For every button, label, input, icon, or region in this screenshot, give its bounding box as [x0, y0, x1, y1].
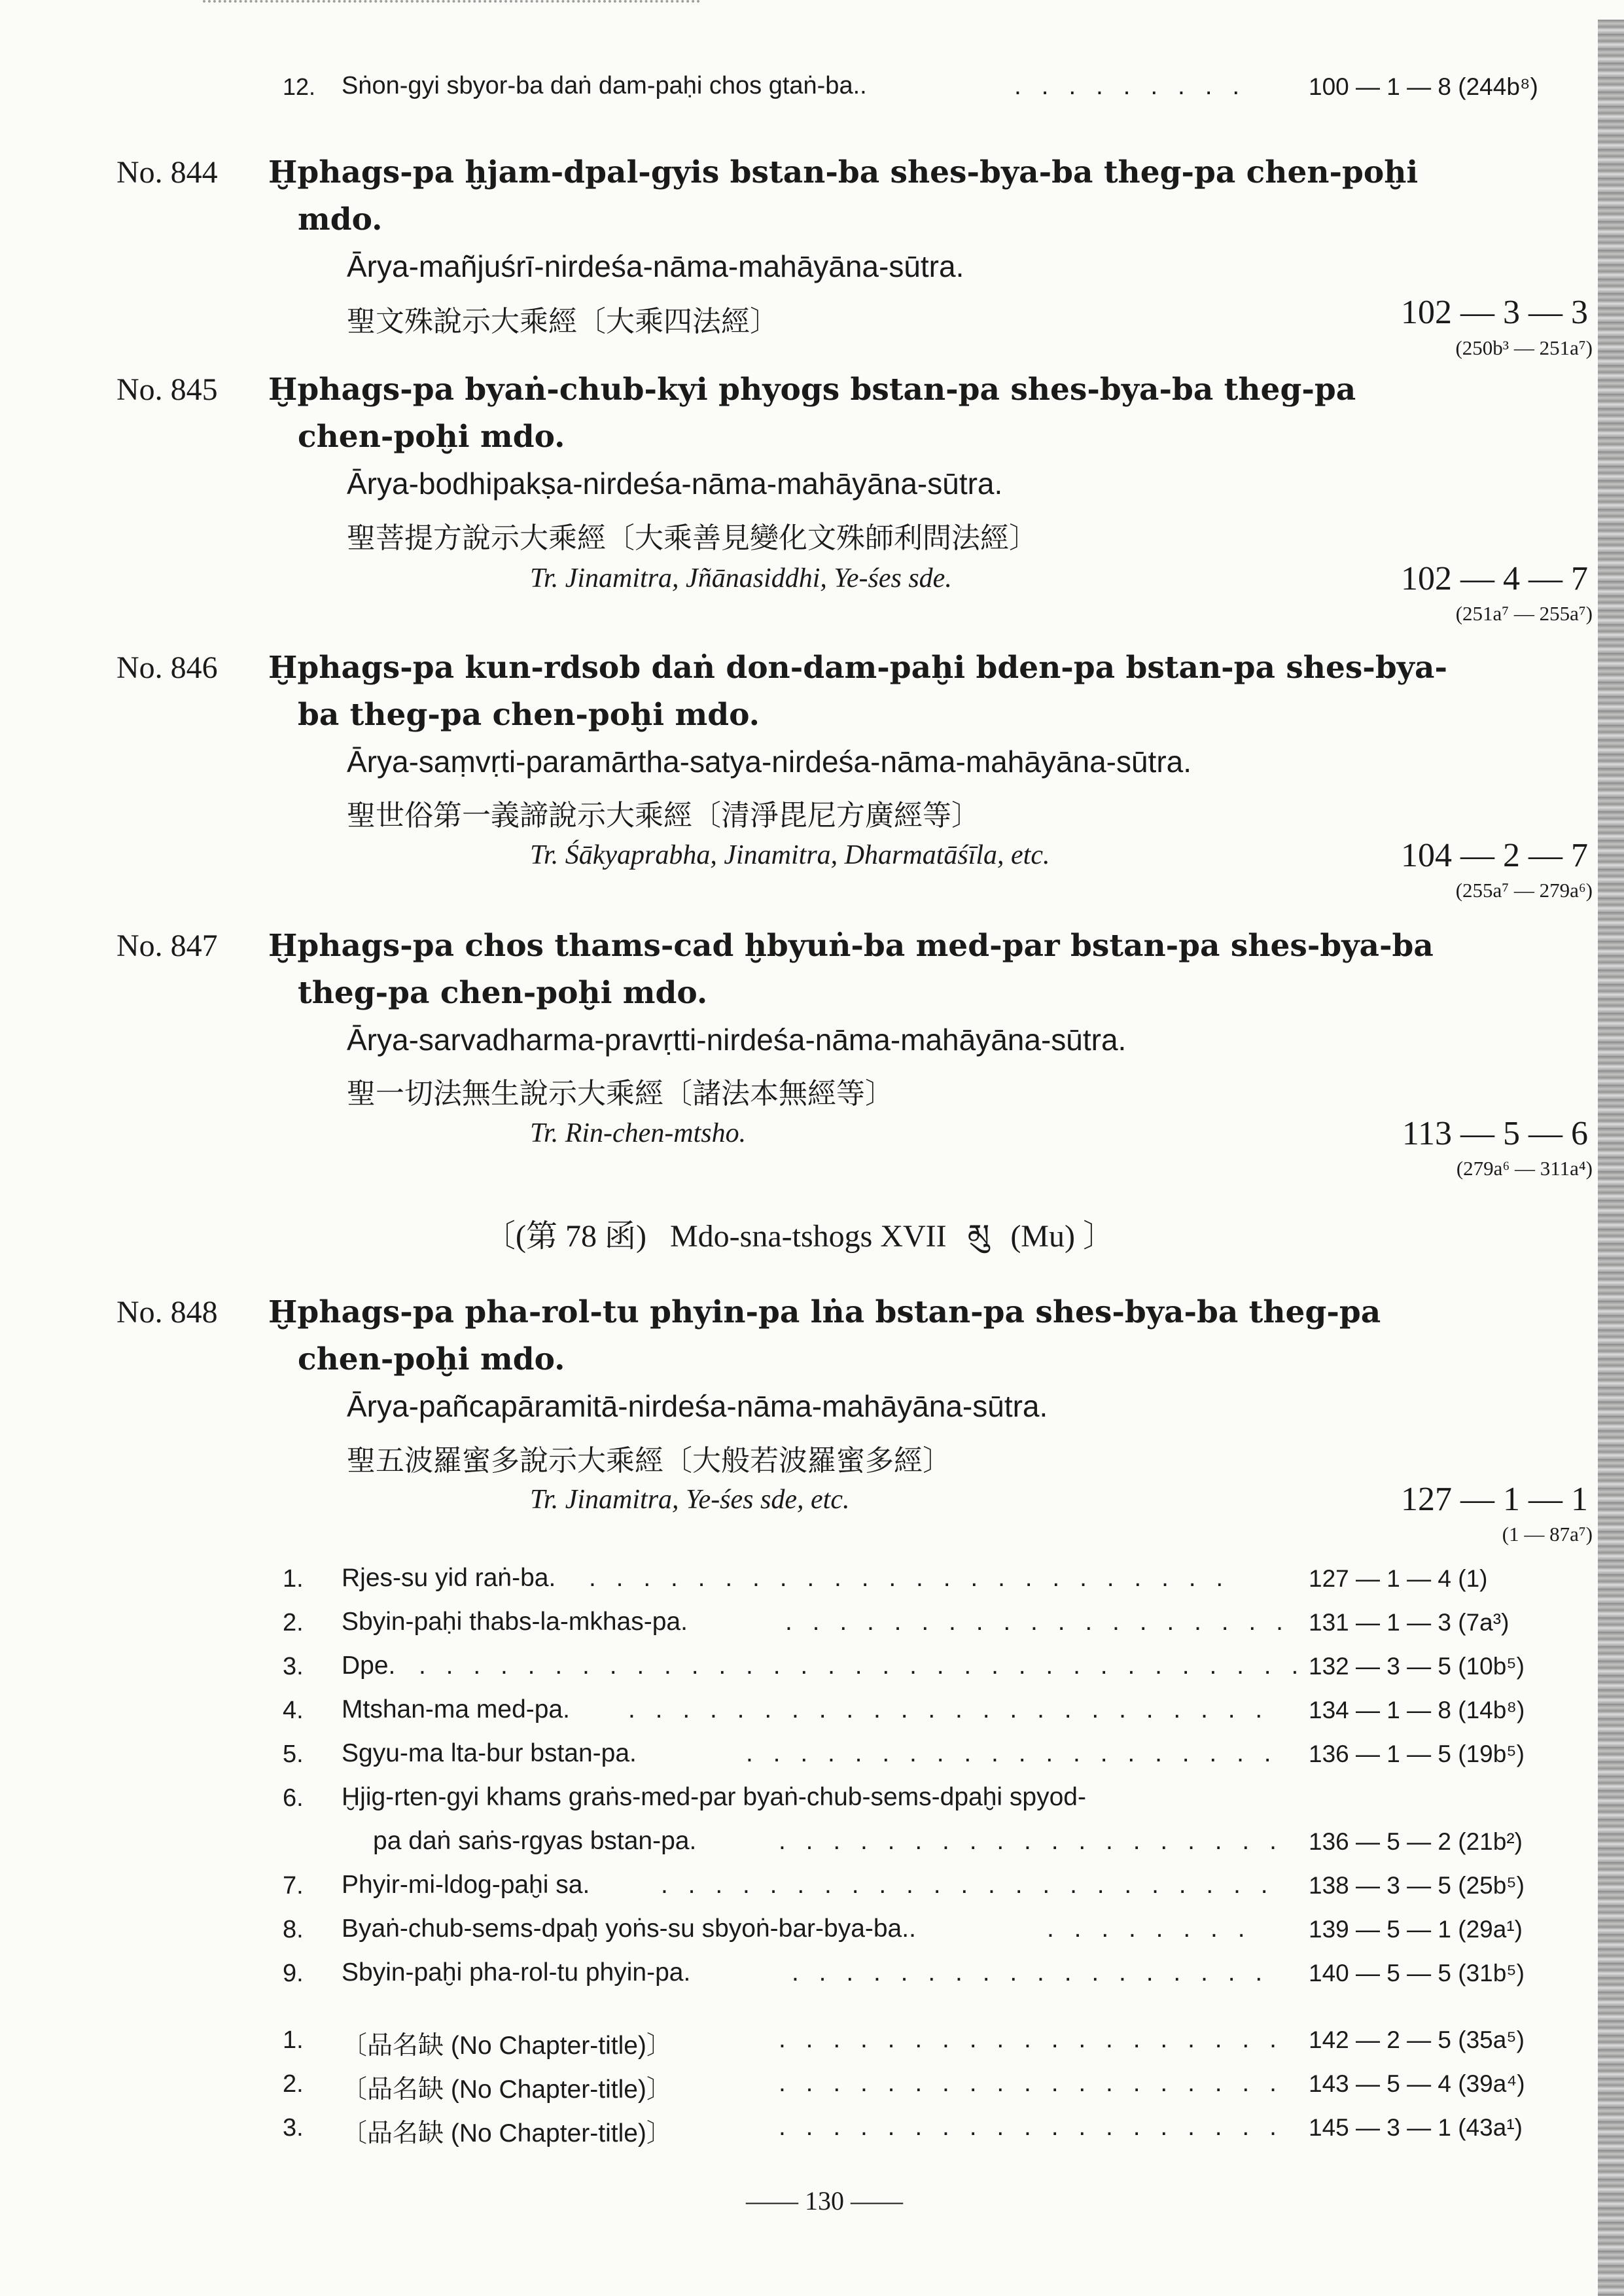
entry-number: No. 848 — [116, 1295, 218, 1330]
section-header — [484, 1201, 1114, 1289]
leader-dots: . . . . . . . . — [1047, 1915, 1252, 1943]
chinese-title: 聖世俗第一義諦說示大乘經〔清淨毘尼方廣經等〕 — [347, 799, 980, 832]
entry-number: No. 844 — [116, 155, 218, 190]
leader-dots: . . . . . . . . . . . . . . . . . . . — [779, 1827, 1283, 1855]
chapter-number: 7. — [283, 1872, 304, 1899]
leader-dots: . . . . . . . . . . . . . . . . . . . . . . . . — [589, 1564, 1230, 1592]
leader-dots: . . . . . . . . . . . . . . . . . . . . . . . . . . . . . . . . . — [419, 1651, 1305, 1680]
chapter-title: Rjes-su yid raṅ-ba. — [342, 1564, 556, 1592]
chapter-reference: 138 — 3 — 5 (25b⁵) — [1309, 1872, 1525, 1899]
leader-dots: . . . . . . . . . . . . . . . . . . . — [785, 1608, 1290, 1636]
chapter-number: 2. — [283, 2070, 304, 2098]
entry-title: Ḫphags-pa kun-rdsob daṅ don-dam-paḫi bden-pa bstan-pa shes-bya- — [268, 650, 1447, 686]
chapter-number: 1. — [283, 2026, 304, 2054]
entry-title: Ḫphags-pa chos thams-cad ḫbyuṅ-ba med-par bstan-pa shes-bya-ba — [268, 928, 1434, 964]
leader-dots: . . . . . . . . . . . . . . . . . . . — [779, 2025, 1283, 2053]
sanskrit-title: Ārya-pañcapāramitā-nirdeśa-nāma-mahāyāna-sūtra. — [347, 1389, 1048, 1423]
chapter-reference: 142 — 2 — 5 (35a⁵) — [1309, 2026, 1525, 2053]
chapter-reference: 134 — 1 — 8 (14b⁸) — [1309, 1697, 1525, 1723]
entry-title-cont: chen-poḫi mdo. — [298, 419, 565, 455]
volume-reference: 102 — 4 — 7 — [1401, 560, 1588, 597]
chapter-title: Mtshan-ma med-pa. — [342, 1695, 570, 1723]
entry-title: Ḫphags-pa pha-rol-tu phyin-pa lṅa bstan-pa shes-bya-ba theg-pa — [268, 1294, 1381, 1330]
chapter-title-cont: pa daṅ saṅs-rgyas bstan-pa. — [373, 1827, 697, 1855]
entry-title-cont: chen-poḫi mdo. — [298, 1341, 565, 1377]
leader-dots: . . . . . . . . . . . . . . . . . . . . . . . — [661, 1871, 1275, 1899]
chapter-number: 2. — [283, 1609, 304, 1636]
tibetan-letter: མུ — [967, 1218, 990, 1254]
leader-dots: . . . . . . . . . . . . . . . . . . . . — [746, 1739, 1278, 1767]
chinese-title: 聖五波羅蜜多說示大乘經〔大般若波羅蜜多經〕 — [347, 1444, 951, 1477]
volume-reference: 102 — 3 — 3 — [1401, 294, 1588, 331]
chapter-reference: 131 — 1 — 3 (7a³) — [1309, 1609, 1509, 1636]
entry-title: Ḫphags-pa byaṅ-chub-kyi phyogs bstan-pa shes-bya-ba theg-pa — [268, 372, 1356, 408]
leader-dots: . . . . . . . . . . . . . . . . . . . — [779, 2069, 1283, 2097]
leader-dots: . . . . . . . . . . . . . . . . . . . — [779, 2113, 1283, 2141]
chapter-number: 1. — [283, 1565, 304, 1593]
entry-number: No. 845 — [116, 372, 218, 407]
chapter-reference: 136 — 5 — 2 (21b²) — [1309, 1828, 1523, 1855]
translators: Tr. Jinamitra, Ye-śes sde, etc. — [530, 1485, 850, 1515]
section-roman: (Mu) — [1010, 1219, 1075, 1254]
page-number: —— 130 —— — [746, 2186, 903, 2216]
chapter-reference: 145 — 3 — 1 (43a¹) — [1309, 2114, 1523, 2141]
chapter-reference: 139 — 5 — 1 (29a¹) — [1309, 1916, 1523, 1943]
translators: Tr. Jinamitra, Jñānasiddhi, Ye-śes sde. — [530, 563, 952, 593]
chapter-number: 3. — [283, 1653, 304, 1680]
section-close: 〕 — [1082, 1219, 1114, 1254]
scan-artifact-top — [203, 0, 700, 17]
scan-binding-edge — [1598, 20, 1624, 2296]
chapter-number: 4. — [283, 1697, 304, 1724]
chapter-title: 〔品名缺 (No Chapter-title)〕 — [342, 2075, 672, 2104]
chapter-title: 〔品名缺 (No Chapter-title)〕 — [342, 2119, 672, 2147]
chapter-number: 5. — [283, 1740, 304, 1768]
chapter-number: 3. — [283, 2114, 304, 2142]
chapter-title: Ḫjig-rten-gyi khams graṅs-med-par byaṅ-chub-sems-dpaḫi spyod- — [342, 1783, 1086, 1811]
item-number: 12. — [283, 73, 316, 100]
translators: Tr. Rin-chen-mtsho. — [530, 1118, 747, 1148]
entry-title-cont: ba theg-pa chen-poḫi mdo. — [298, 697, 760, 733]
volume-reference: 113 — 5 — 6 — [1402, 1115, 1588, 1152]
entry-title: Ḫphags-pa ḫjam-dpal-gyis bstan-ba shes-bya-ba theg-pa chen-poḫi — [268, 154, 1419, 190]
entry-number: No. 846 — [116, 650, 218, 685]
entry-title-cont: theg-pa chen-poḫi mdo. — [298, 975, 708, 1011]
chapter-number: 8. — [283, 1916, 304, 1943]
leader-dots: . . . . . . . . . . . . . . . . . . — [792, 1958, 1269, 1987]
sanskrit-title: Ārya-saṃvṛti-paramārtha-satya-nirdeśa-nāma-mahāyāna-sūtra. — [347, 745, 1192, 779]
chapter-number: 9. — [283, 1960, 304, 1987]
chapter-reference: 140 — 5 — 5 (31b⁵) — [1309, 1960, 1525, 1987]
folio-reference: (250b³ — 251a⁷) — [1455, 336, 1593, 359]
volume-reference: 127 — 1 — 1 — [1401, 1481, 1588, 1518]
sanskrit-title: Ārya-sarvadharma-pravṛtti-nirdeśa-nāma-mahāyāna-sūtra. — [347, 1023, 1127, 1057]
chapter-title: Sbyin-paḥi thabs-la-mkhas-pa. — [342, 1608, 688, 1636]
sanskrit-title: Ārya-bodhipakṣa-nirdeśa-nāma-mahāyāna-sūtra. — [347, 467, 1003, 501]
folio-reference: (279a⁶ — 311a⁴) — [1456, 1157, 1593, 1180]
folio-reference: (251a⁷ — 255a⁷) — [1455, 602, 1593, 625]
chapter-title: Sbyin-paḫi pha-rol-tu phyin-pa. — [342, 1958, 691, 1987]
translators: Tr. Śākyaprabha, Jinamitra, Dharmatāśīla, etc. — [530, 840, 1050, 870]
chapter-title: Dpe. — [342, 1651, 396, 1680]
chinese-title: 聖一切法無生說示大乘經〔諸法本無經等〕 — [347, 1077, 894, 1110]
folio-reference: (255a⁷ — 279a⁶) — [1455, 879, 1593, 902]
folio-reference: (1 — 87a⁷) — [1502, 1523, 1593, 1545]
chapter-number: 6. — [283, 1784, 304, 1812]
sanskrit-title: Ārya-mañjuśrī-nirdeśa-nāma-mahāyāna-sūtra. — [347, 249, 964, 283]
section-open: 〔(第 78 函) — [484, 1219, 646, 1254]
leader-dots: . . . . . . . . . . . . . . . . . . . . . . . . — [628, 1695, 1269, 1723]
chapter-reference: 136 — 1 — 5 (19b⁵) — [1309, 1740, 1525, 1767]
entry-number: No. 847 — [116, 928, 218, 963]
chapter-title: Sgyu-ma lta-bur bstan-pa. — [342, 1739, 637, 1767]
section-name: Mdo-sna-tshogs XVII — [669, 1219, 947, 1254]
entry-title-cont: mdo. — [298, 202, 383, 238]
chapter-title: 〔品名缺 (No Chapter-title)〕 — [342, 2032, 672, 2060]
chapter-reference: 127 — 1 — 4 (1) — [1309, 1565, 1488, 1592]
item-reference: 100 — 1 — 8 (244b⁸) — [1309, 73, 1538, 100]
volume-reference: 104 — 2 — 7 — [1401, 837, 1588, 874]
item-title: Sṅon-gyi sbyor-ba daṅ dam-paḥi chos gtaṅ-ba.. — [342, 72, 867, 99]
chinese-title: 聖菩提方說示大乘經〔大乘善見變化文殊師利問法經〕 — [347, 521, 1038, 555]
chinese-title: 聖文殊說示大乘經〔大乘四法經〕 — [347, 305, 779, 338]
chapter-title: Byaṅ-chub-sems-dpaḫ yoṅs-su sbyoṅ-bar-bya-ba.. — [342, 1915, 916, 1943]
leader-dots: . . . . . . . . . — [1014, 72, 1246, 100]
chapter-title: Phyir-mi-ldog-paḫi sa. — [342, 1871, 590, 1899]
chapter-reference: 132 — 3 — 5 (10b⁵) — [1309, 1653, 1525, 1680]
chapter-reference: 143 — 5 — 4 (39a⁴) — [1309, 2070, 1525, 2097]
